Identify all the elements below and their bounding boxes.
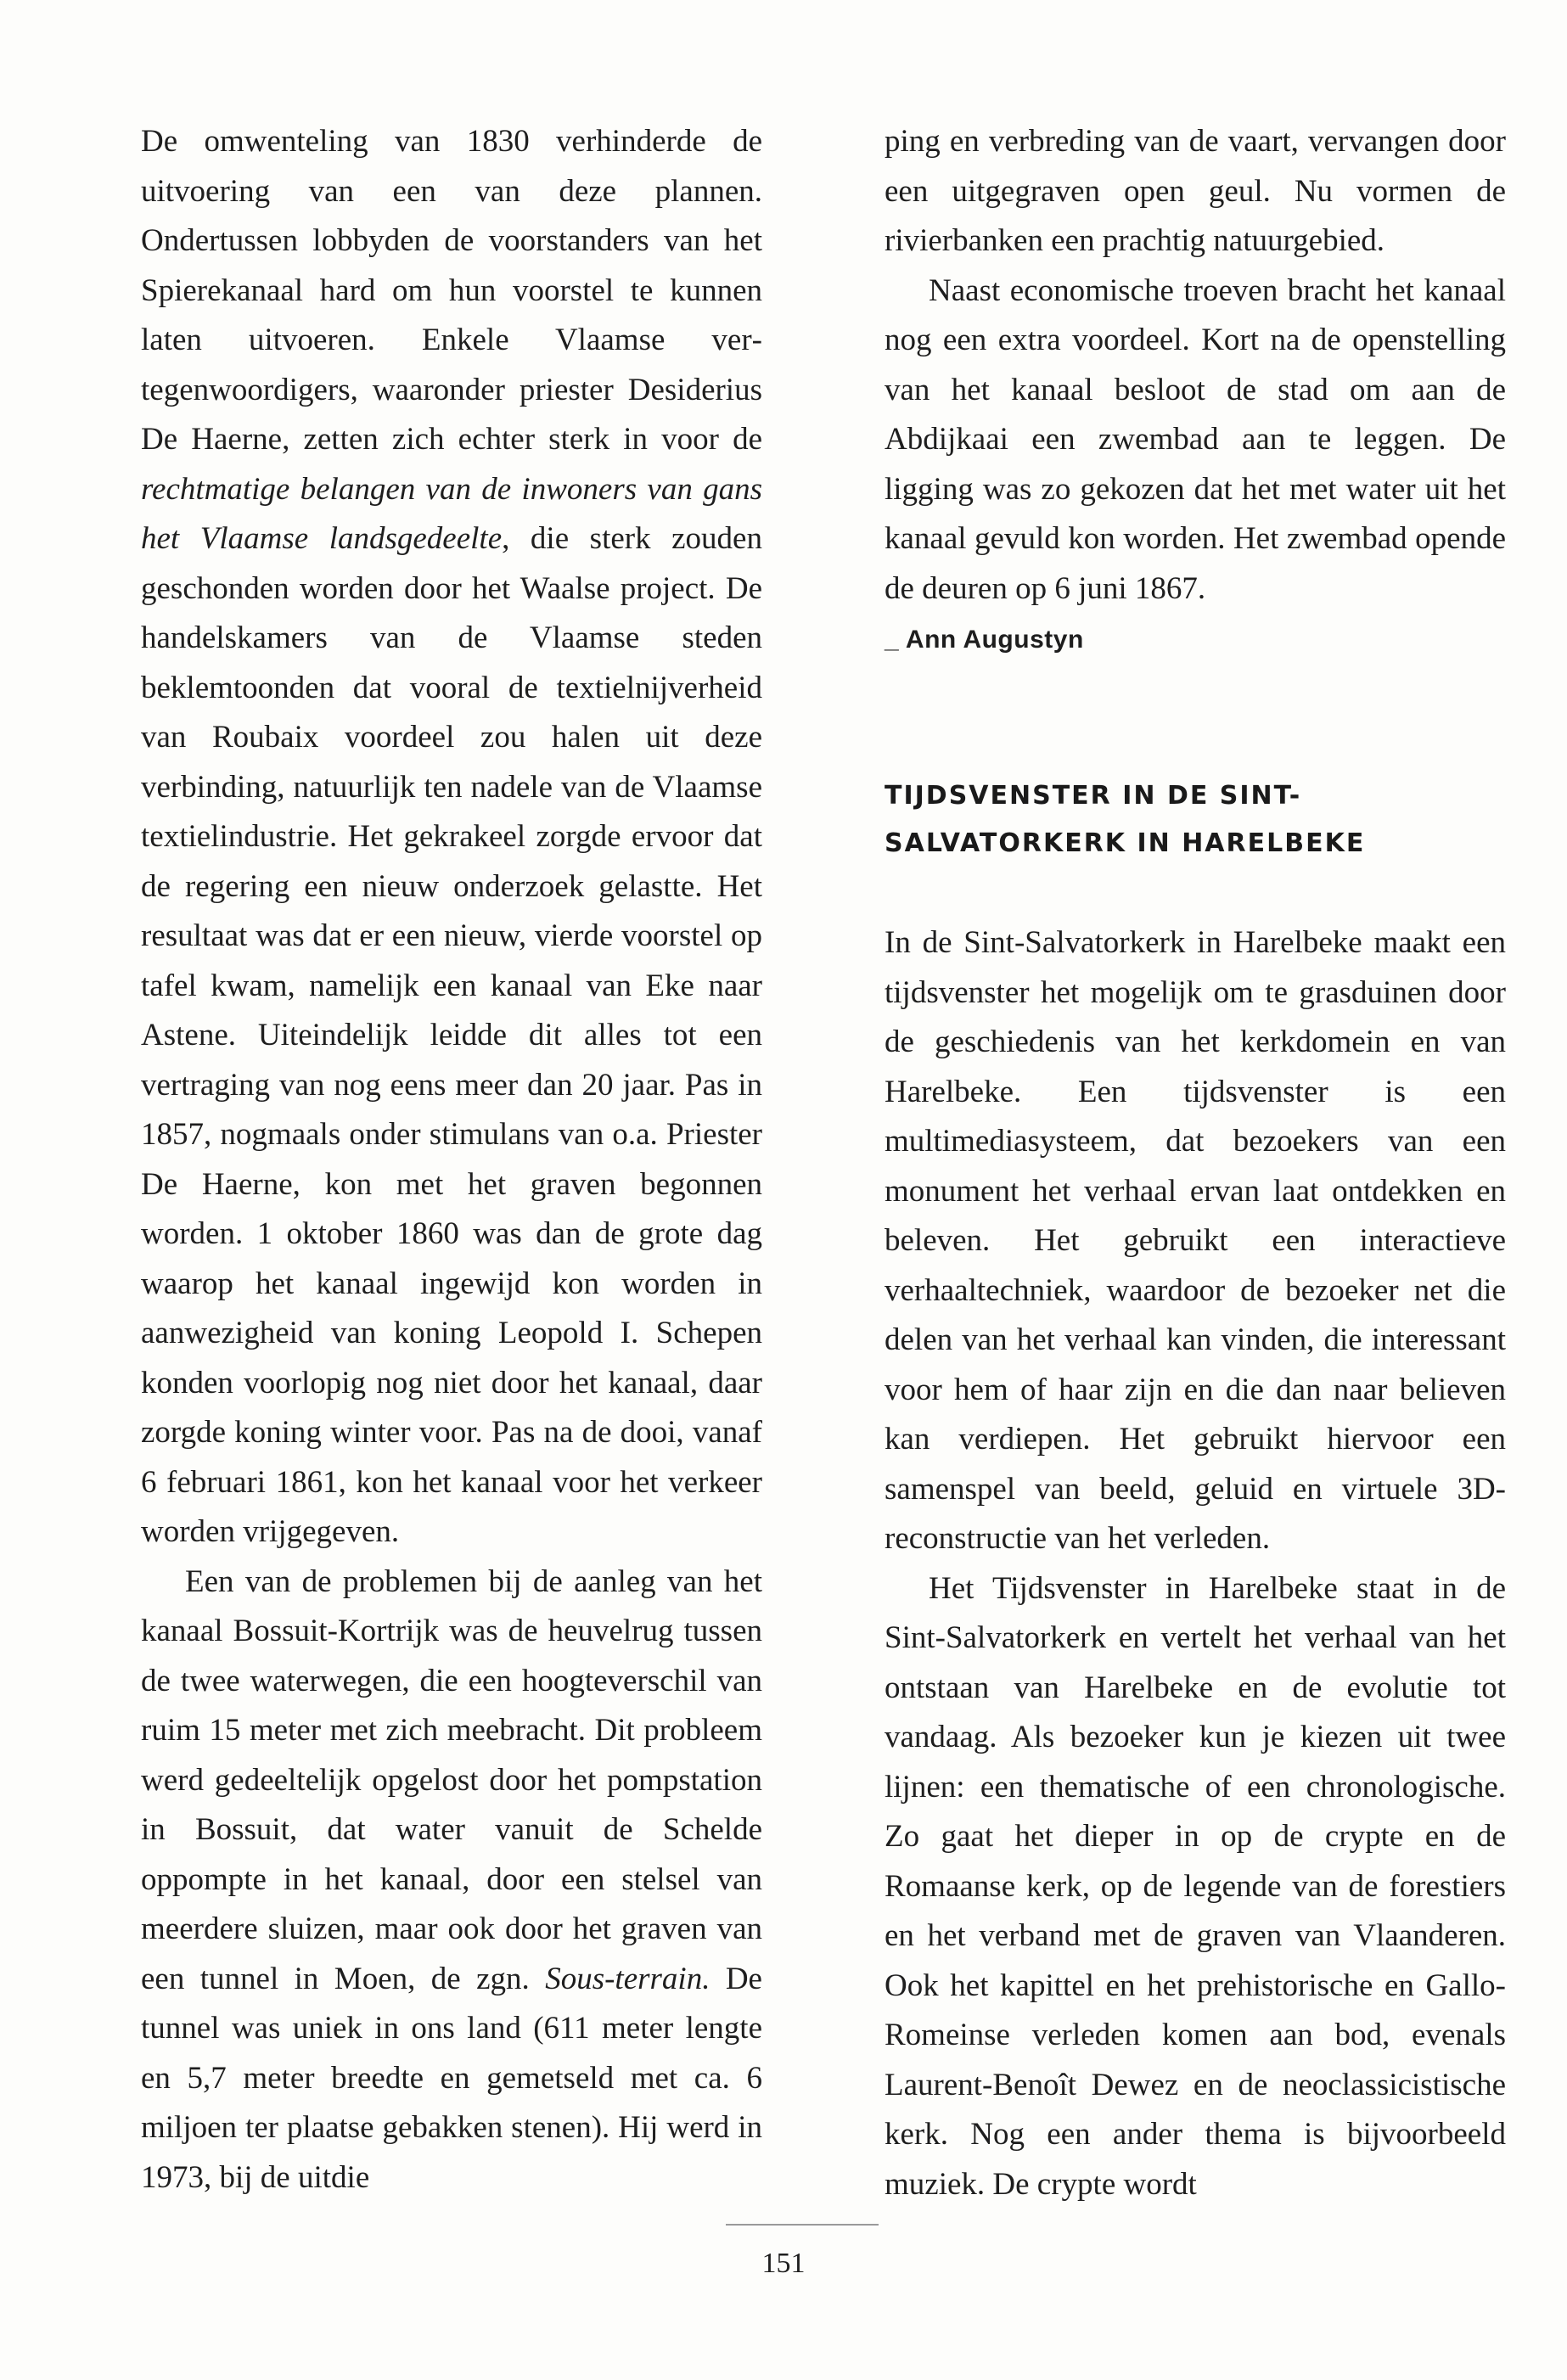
right-paragraph-2: Naast economische troeven bracht het kanaal nog een extra voordeel. Kort na de openstelling van het kanaal besloot de stad om aan de Abdijkaai een zwembad aan te leggen. De ligging was zo gekozen dat het met water uit het kanaal gevuld kon worden. Het zwembad opende de deuren op 6 juni 1867. xyxy=(885,272,1506,606)
page-number: 151 xyxy=(761,2248,806,2279)
author-line xyxy=(885,614,1506,665)
left-paragraph-2-rest: De tunnel was uniek in ons land (611 meter lengte en 5,7 meter breedte en gemetseld met ca. 6 miljoen ter plaatse gebakken stenen). Hij werd in 1973, bij de uitdie xyxy=(141,1961,762,2195)
left-paragraph-1-rest: , die sterk zouden geschonden worden door het Waalse project. De handelskamers van de Vlaamse steden beklemtoonden dat vooral de textielnijverheid van Roubaix voordeel zou halen uit deze verbinding, natuurlijk ten nadele van de Vlaamse textielindustrie. Het gekrakeel zorgde ervoor dat de regering een nieuw onderzoek gelastte. Het resultaat was dat er een nieuw, vierde voorstel op tafel kwam, namelijk een kanaal van Eke naar Astene. Uiteindelijk leidde dit alles tot een vertraging van nog eens meer dan 20 jaar. Pas in 1857, nogmaals onder stimulans van o.a. Priester De Haerne, kon met het graven begonnen worden. 1 oktober 1860 was dan de grote dag waarop het kanaal ingewijd kon worden in aanwezigheid van koning Leopold I. Schepen konden voorlopig nog niet door het kanaal, daar zorgde koning winter voor. Pas na de dooi, vanaf 6 februari 1861, kon het kanaal voor het verkeer worden vrijgegeven. xyxy=(141,521,762,1549)
section-title: TIJDSVENSTER IN DE SINT-SALVATORKERK IN HARELBEKE xyxy=(885,781,1366,858)
author-name: _ Ann Augustyn xyxy=(885,626,1084,654)
right-paragraph-3: In de Sint-Salvatorkerk in Harelbeke maakt een tijdsvenster het mogelijk om te grasduinen door de geschiedenis van het kerkdomein en van Harelbeke. Een tijdsvenster is een multimediasysteem, dat bezoekers van een monument het verhaal ervan laat ontdekken en beleven. Het gebruikt een interactieve verhaaltechniek, waardoor de bezoeker net die delen van het verhaal kan vinden, die interessant voor hem of haar zijn en die dan naar believen kan verdiepen. Het gebruikt hiervoor een samenspel van beeld, geluid en virtuele 3D-reconstructie van het verleden. xyxy=(885,925,1506,1556)
left-paragraph-2-text: Een van de problemen bij de aanleg van het kanaal Bossuit-Kortrijk was de heuvelrug tussen de twee waterwegen, die een hoogteverschil van ruim 15 meter met zich meebracht. Dit probleem werd gedeeltelijk opgelost door het pompstation in Bossuit, dat water vanuit de Schelde oppompte in het kanaal, door een stelsel van meerdere sluizen, maar ook door het graven van een tunnel in Moen, de zgn. xyxy=(141,1563,762,1996)
left-column xyxy=(141,117,762,2203)
left-paragraph-1-text: De omwenteling van 1830 verhinderde de uitvoering van een van deze plannen. Ondertussen lobbyden de voorstanders van het Spierekanaal hard om hun voorstel te kunnen laten uitvoeren. Enkele Vlaamse vertegenwoordigers, waaronder priester Desiderius De Haerne, zetten zich echter sterk in voor de xyxy=(141,124,762,457)
right-column-top xyxy=(885,117,1506,665)
left-paragraph-2 xyxy=(141,1558,762,2203)
right-paragraph-4: Het Tijdsvenster in Harelbeke staat in de Sint-Salvatorkerk en vertelt het verhaal van het ontstaan van Harelbeke en de evolutie tot vandaag. Als bezoeker kun je kiezen uit twee lijnen: een thematische of een chronologische. Zo gaat het dieper in op de crypte en de Romaanse kerk, op de legende van de forestiers en het verband met de graven van Vlaanderen. Ook het kapittel en het prehistorische en Gallo-Romeinse verleden komen aan bod, evenals Laurent-Benoît Dewez en de neoclassicistische kerk. Nog een ander thema is bijvoorbeeld muziek. De crypte wordt xyxy=(885,1570,1506,2202)
left-paragraph-2-italic: Sous-terrain. xyxy=(545,1961,710,1996)
left-paragraph-1 xyxy=(141,117,762,1558)
left-paragraph-1-italic: rechtmatige belangen van de inwoners van gans het Vlaamse landsgedeelte xyxy=(141,471,762,556)
right-paragraph-1: ping en verbreding van de vaart, vervangen door een uitgegraven open geul. Nu vormen de rivierbanken een prachtig natuurgebied. xyxy=(885,124,1506,258)
footer-divider xyxy=(726,2224,879,2226)
right-column-bottom xyxy=(885,918,1506,2209)
